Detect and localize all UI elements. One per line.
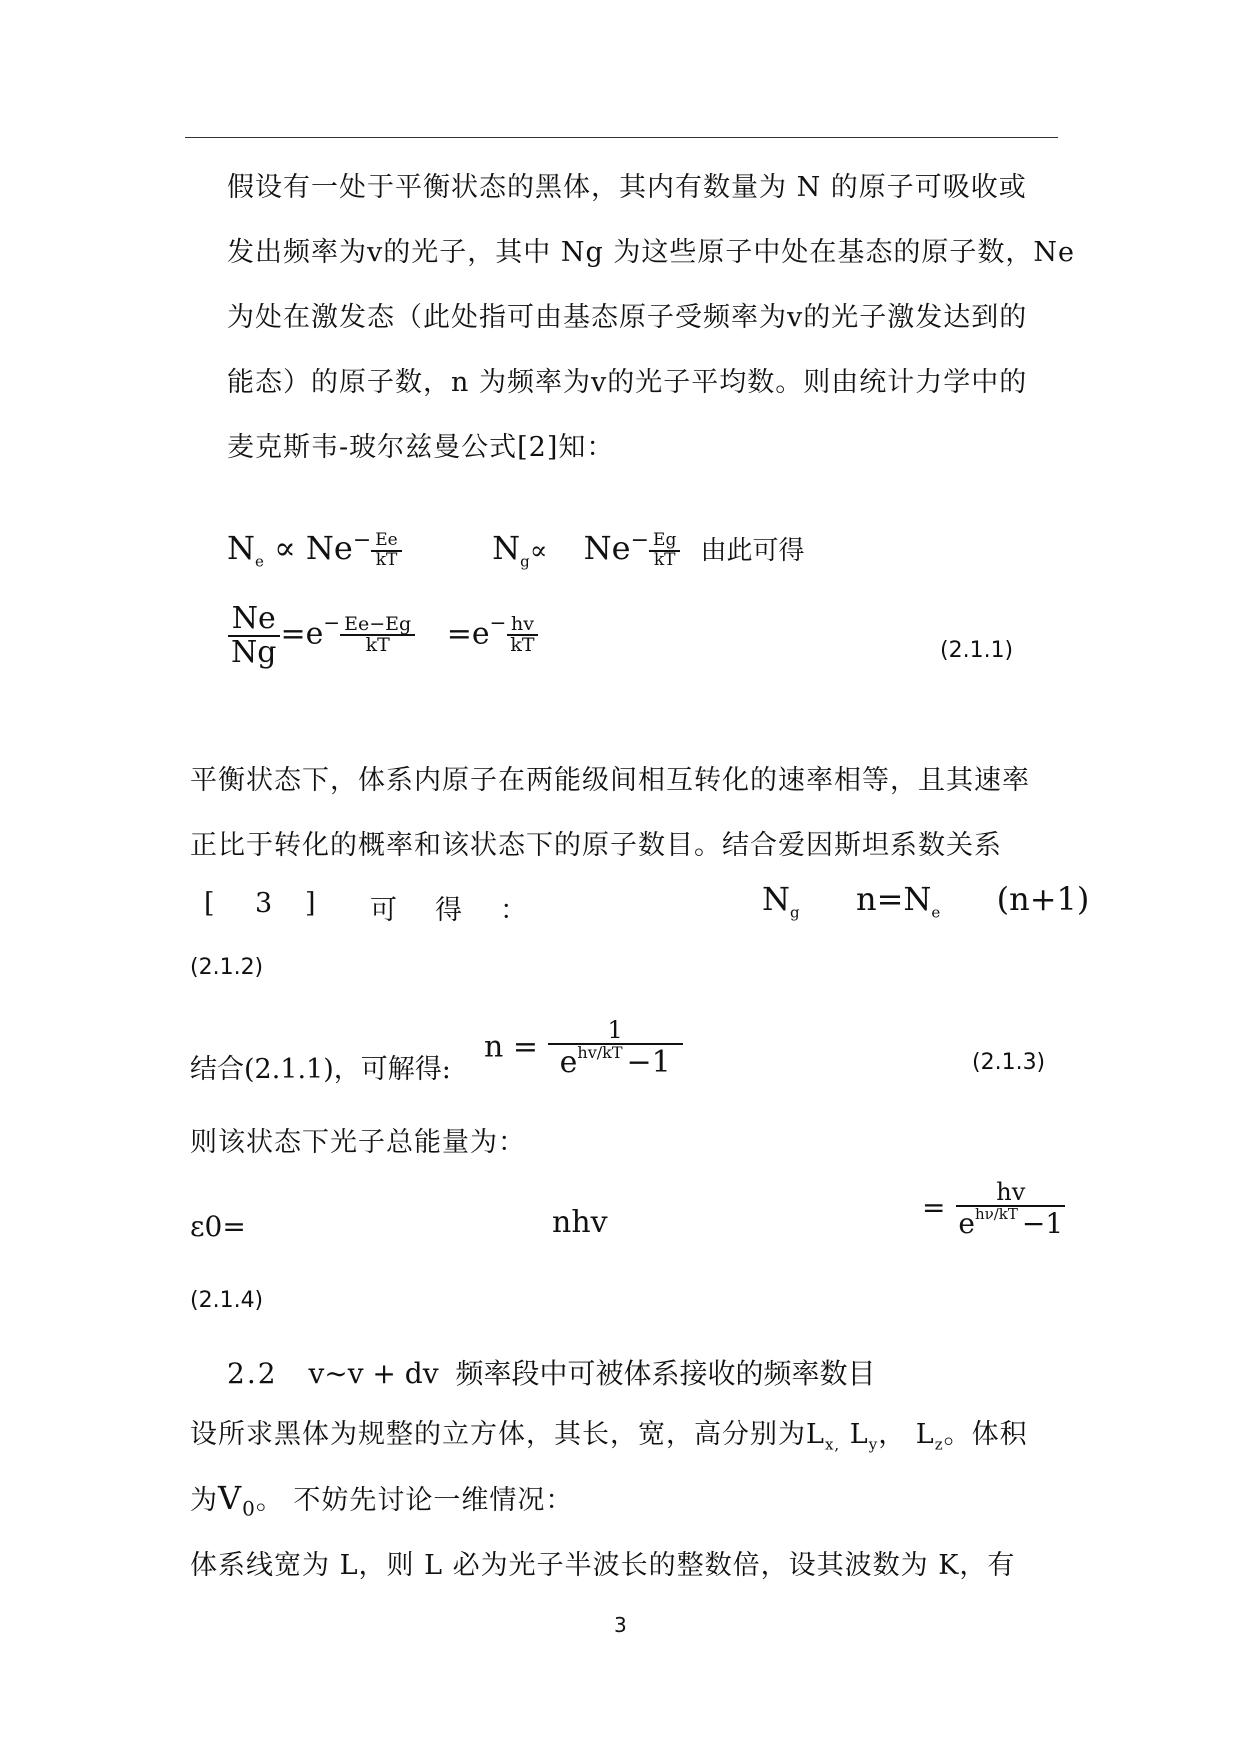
- para1-line5: 麦克斯韦-玻尔兹曼公式[2]知：: [227, 432, 615, 463]
- section-range: v∼v + dv: [308, 1357, 439, 1390]
- eq-2-1-3-lead: 结合(2.1.1)，可解得:: [190, 1054, 451, 1085]
- equation-number-2-1-1: (2.1.1): [940, 638, 1014, 663]
- energy-intro: 则该状态下光子总能量为：: [190, 1127, 526, 1158]
- equation-2-1-2: $N_g$ $n=N_e$ (n+1): [762, 880, 1090, 922]
- eq-2-1-4-lhs: ε0=: [190, 1210, 246, 1243]
- para1-line1: 假设有一处于平衡状态的黑体，其内有数量为 N 的原子可吸收或: [227, 172, 1027, 203]
- eq-2-1-4-mid: nhv: [552, 1205, 608, 1240]
- section-title: 频率段中可被体系接收的频率数目: [455, 1357, 876, 1390]
- section-2-2-heading: [227, 1352, 875, 1392]
- section-number: 2.2: [227, 1357, 278, 1390]
- equation-boltzmann: $N_e \propto Ne^-$ $\frac{Ee}{kT}$ $N_g\propto Ne^-$ $\frac{Eg}{kT}$ 由此可得: [227, 528, 805, 571]
- equation-number-2-1-2: (2.1.2): [190, 955, 264, 980]
- equation-number-2-1-4: (2.1.4): [190, 1288, 264, 1313]
- page-number: 3: [614, 1613, 627, 1637]
- equation-2-1-4-rhs: = $\frac{hv}{e^{h\nu/kT} -1}$: [922, 1180, 1067, 1239]
- para3-line2: 为$V_0$。 不妨先讨论一维情况：: [190, 1479, 574, 1521]
- para3-line1: 设所求黑体为规整的立方体，其长，宽，高分别为$L_{x,}$ $L_y$， $L_z$。体积: [190, 1419, 1028, 1454]
- para1-line4: 能态）的原子数，n 为频率为v的光子平均数。则由统计力学中的: [227, 367, 1028, 398]
- para1-line3: 为处在激发态（此处指可由基态原子受频率为v的光子激发达到的: [227, 302, 1028, 333]
- header-rule: [185, 137, 1058, 138]
- equation-2-1-3: n = $\frac{1}{e^{hv/kT} -1}$: [484, 1018, 683, 1079]
- equation-2-1-1: $\frac{Ne}{Ng}$ =e− $\frac{Ee-Eg}{kT}$ =e− $\frac{hv}{kT}$: [227, 603, 539, 668]
- para2-line1: 平衡状态下，体系内原子在两能级间相互转化的速率相等，且其速率: [190, 765, 1030, 796]
- equation-number-2-1-3: (2.1.3): [972, 1050, 1046, 1075]
- para2-line2: 正比于转化的概率和该状态下的原子数目。结合爱因斯坦系数关系: [190, 830, 1002, 861]
- para3-line3: 体系线宽为 L，则 L 必为光子半波长的整数倍，设其波数为 K，有: [190, 1550, 1016, 1581]
- para1-line2: 发出频率为v的光子，其中 Ng 为这些原子中处在基态的原子数，Ne: [227, 237, 1075, 268]
